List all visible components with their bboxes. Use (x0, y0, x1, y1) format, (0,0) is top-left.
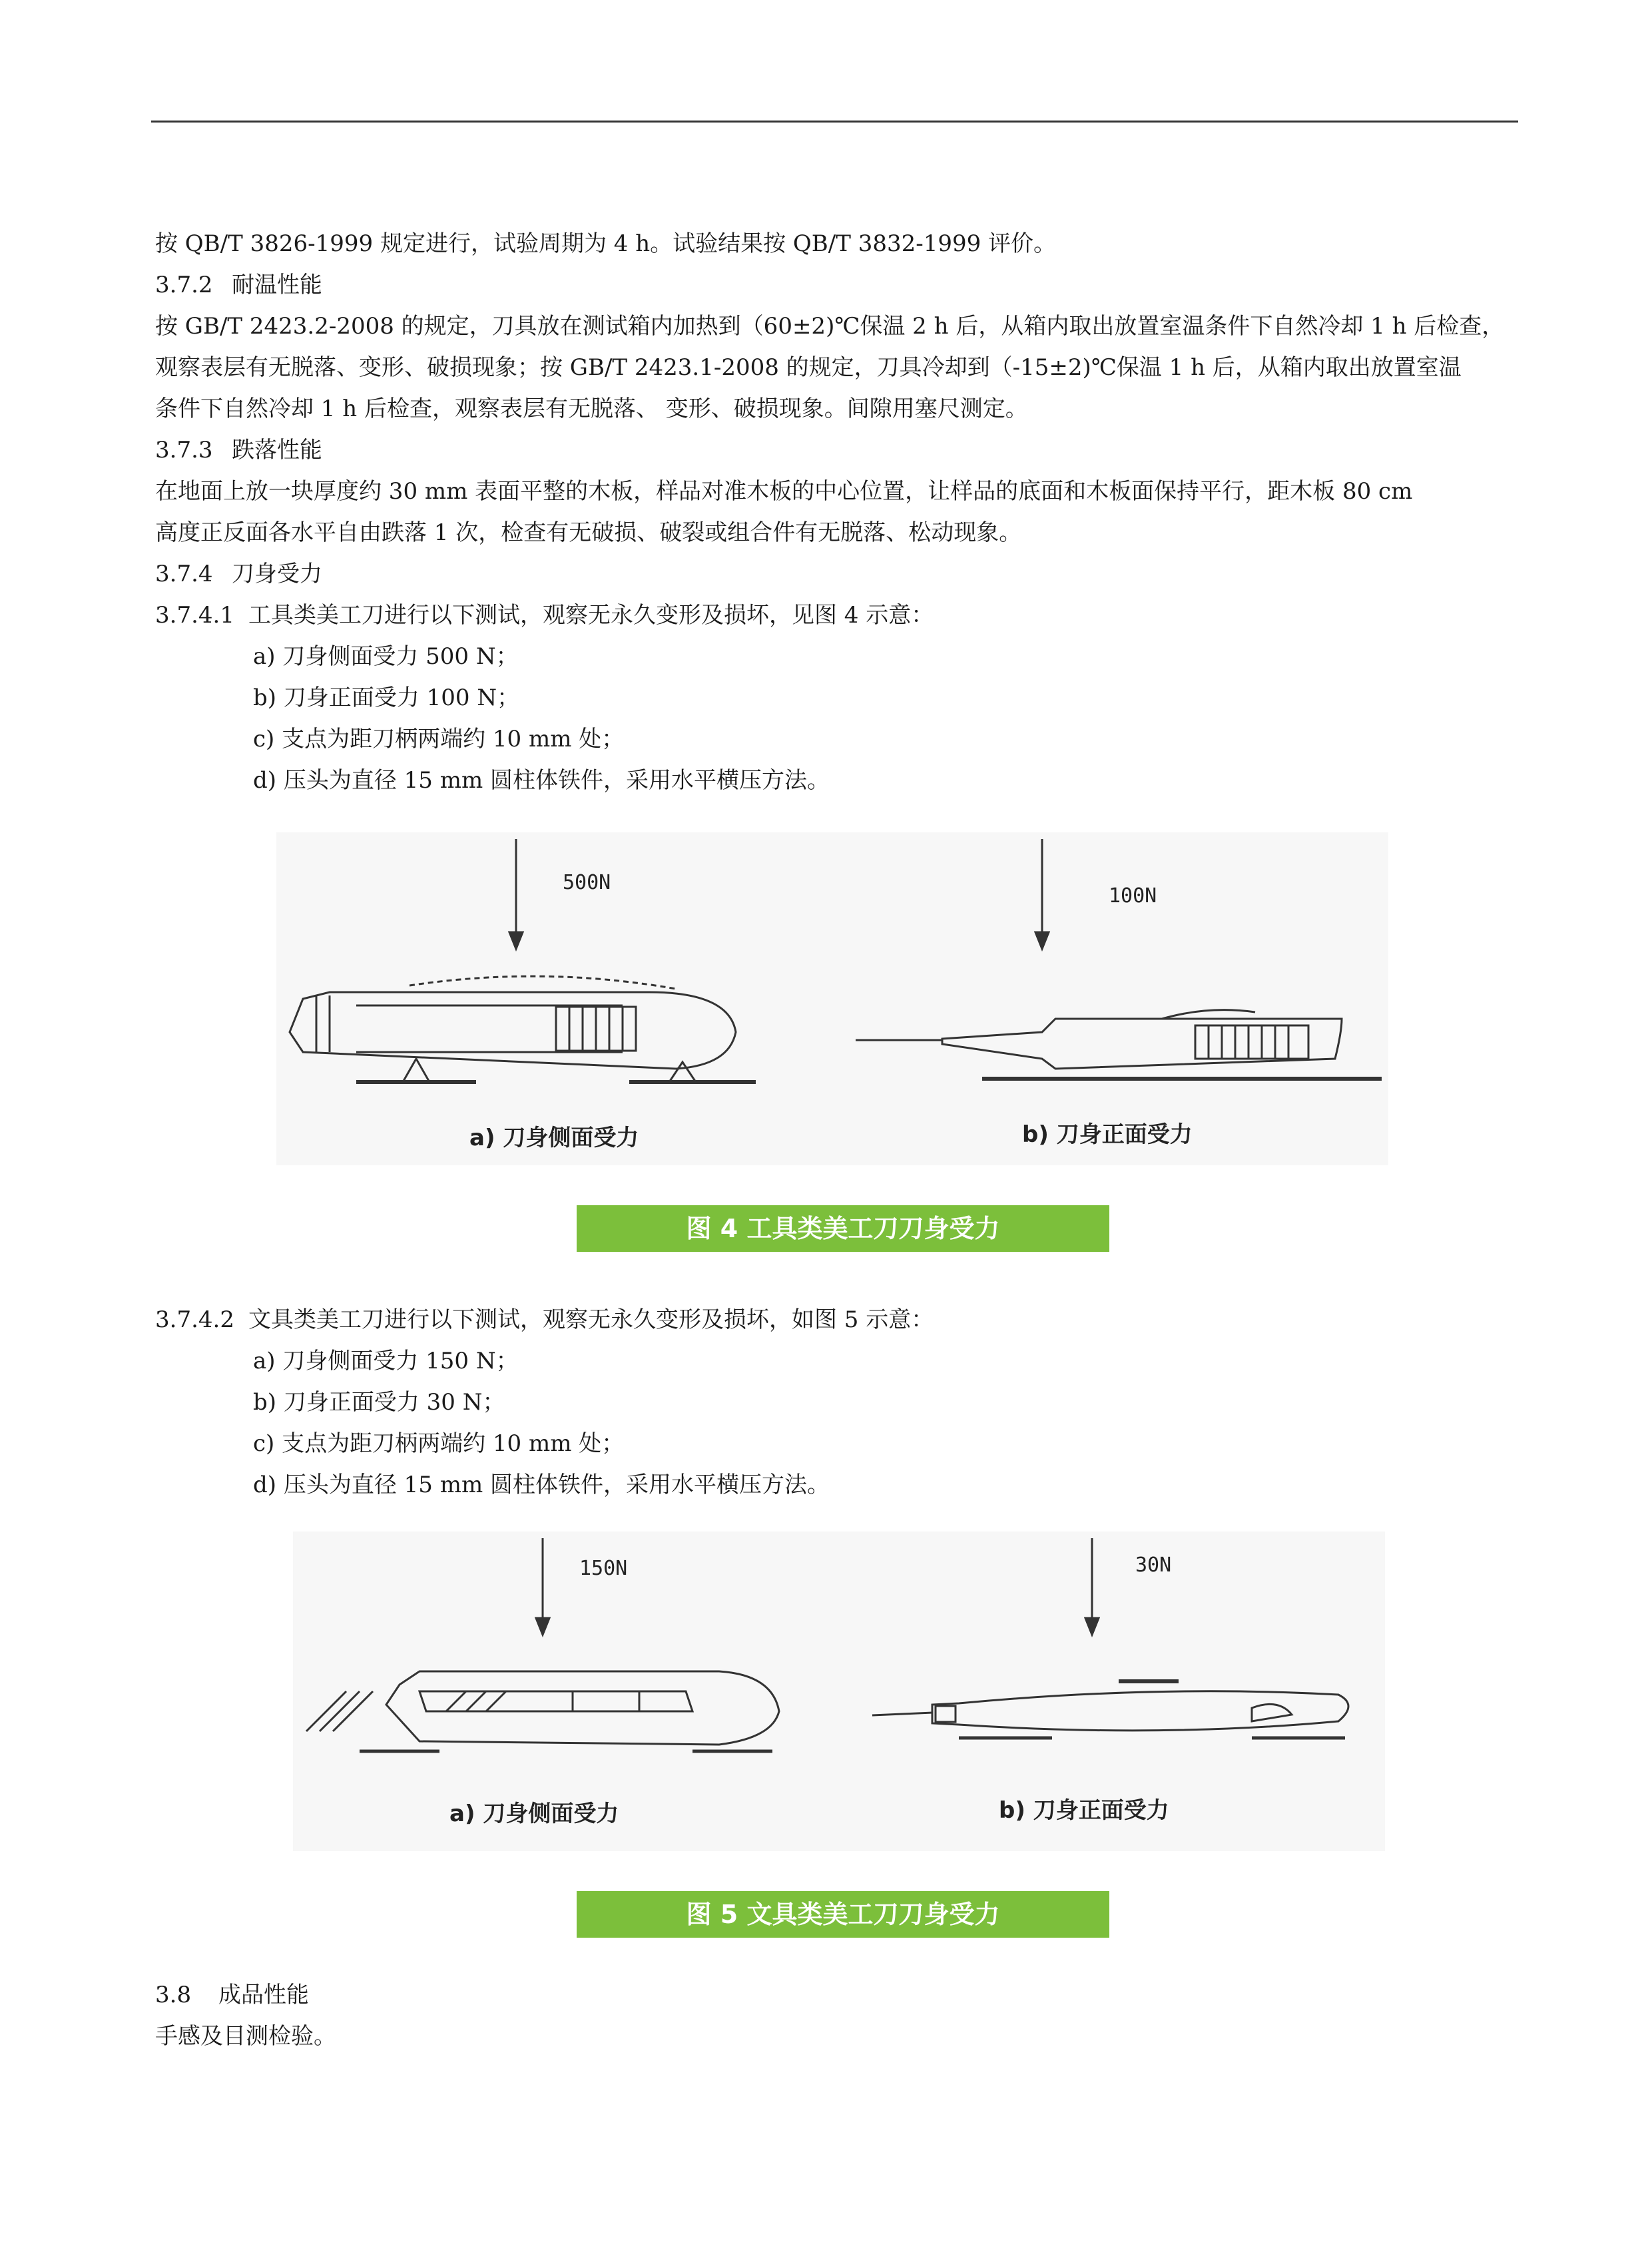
figure-4-label-b: b) 刀身正面受力 (1022, 1121, 1193, 1148)
paragraph-372-line-2: 观察表层有无脱落、变形、破损现象；按 GB/T 2423.1-2008 的规定，刀具冷却到（-15±2)℃保温 1 h 后，从箱内取出放置室温 (155, 354, 1462, 381)
section-3-7-4-heading (155, 559, 322, 589)
section-3-7-3-heading (155, 435, 322, 465)
paragraph-373-line-1: 在地面上放一块厚度约 30 mm 表面平整的木板，样品对准木板的中心位置，让样品的底面和木板面保持平行，距木板 80 cm (155, 478, 1413, 505)
force-label-a: 150N (579, 1557, 628, 1580)
list1-item-c: c) 支点为距刀柄两端约 10 mm 处； (253, 726, 625, 752)
blade-b (872, 1713, 932, 1715)
section-number: 3.7.4.2 (155, 1306, 234, 1333)
section-text: 文具类美工刀进行以下测试，观察无永久变形及损坏，如图 5 示意： (248, 1306, 934, 1333)
section-title: 刀身受力 (232, 561, 322, 587)
figure-5-label-b: b) 刀身正面受力 (999, 1797, 1169, 1824)
figure-5-caption: 图 5 文具类美工刀刀身受力 (577, 1891, 1109, 1938)
list1-item-b: b) 刀身正面受力 100 N； (253, 685, 520, 711)
section-number: 3.7.3 (155, 437, 213, 463)
section-3-7-4-1 (155, 601, 934, 630)
list2-item-d: d) 压头为直径 15 mm 圆柱体铁件，采用水平横压方法。 (253, 1472, 830, 1498)
figure-4-label-a: a) 刀身侧面受力 (469, 1125, 639, 1151)
force-label-b: 30N (1135, 1553, 1172, 1577)
section-3-8-heading (155, 1980, 309, 2010)
paragraph-3-8: 手感及目测检验。 (155, 2023, 336, 2050)
section-title: 成品性能 (218, 1982, 309, 2008)
header-rule (151, 121, 1518, 123)
knife-body-a (386, 1671, 779, 1745)
figure-4-image (276, 832, 1388, 1165)
figure-4-caption: 图 4 工具类美工刀刀身受力 (577, 1205, 1109, 1252)
list1-item-a: a) 刀身侧面受力 500 N； (253, 643, 519, 670)
list2-item-b: b) 刀身正面受力 30 N； (253, 1389, 505, 1416)
force-label-a: 500N (563, 871, 611, 894)
section-number: 3.7.2 (155, 272, 213, 298)
force-label-b: 100N (1109, 884, 1157, 908)
list2-item-a: a) 刀身侧面受力 150 N； (253, 1348, 519, 1374)
section-title: 耐温性能 (232, 272, 322, 298)
paragraph-test-cycle: 按 QB/T 3826-1999 规定进行，试验周期为 4 h。试验结果按 QB/T 3832-1999 评价。 (155, 230, 1057, 257)
section-number: 3.7.4.1 (155, 602, 234, 629)
paragraph-373-line-2: 高度正反面各水平自由跌落 1 次，检查有无破损、破裂或组合件有无脱落、松动现象。 (155, 519, 1022, 546)
section-number: 3.7.4 (155, 561, 213, 587)
list1-item-d: d) 压头为直径 15 mm 圆柱体铁件，采用水平横压方法。 (253, 767, 830, 794)
section-text: 工具类美工刀进行以下测试，观察无永久变形及损坏，见图 4 示意： (248, 602, 934, 629)
paragraph-372-line-1: 按 GB/T 2423.2-2008 的规定，刀具放在测试箱内加热到（60±2)℃保温 2 h 后，从箱内取出放置室温条件下自然冷却 1 h 后检查， (155, 313, 1505, 340)
list2-item-c: c) 支点为距刀柄两端约 10 mm 处； (253, 1430, 625, 1457)
section-3-7-4-2 (155, 1305, 934, 1334)
section-3-7-2-heading (155, 270, 322, 300)
knife-body-b (932, 1691, 1348, 1731)
paragraph-372-line-3: 条件下自然冷却 1 h 后检查，观察表层有无脱落、 变形、破损现象。间隙用塞尺测定。 (155, 396, 1028, 422)
section-number: 3.8 (155, 1982, 192, 2008)
figure-5-image (293, 1532, 1385, 1851)
knife-body-a (290, 992, 736, 1069)
section-title: 跌落性能 (232, 437, 322, 463)
figure-5-label-a: a) 刀身侧面受力 (449, 1801, 619, 1827)
